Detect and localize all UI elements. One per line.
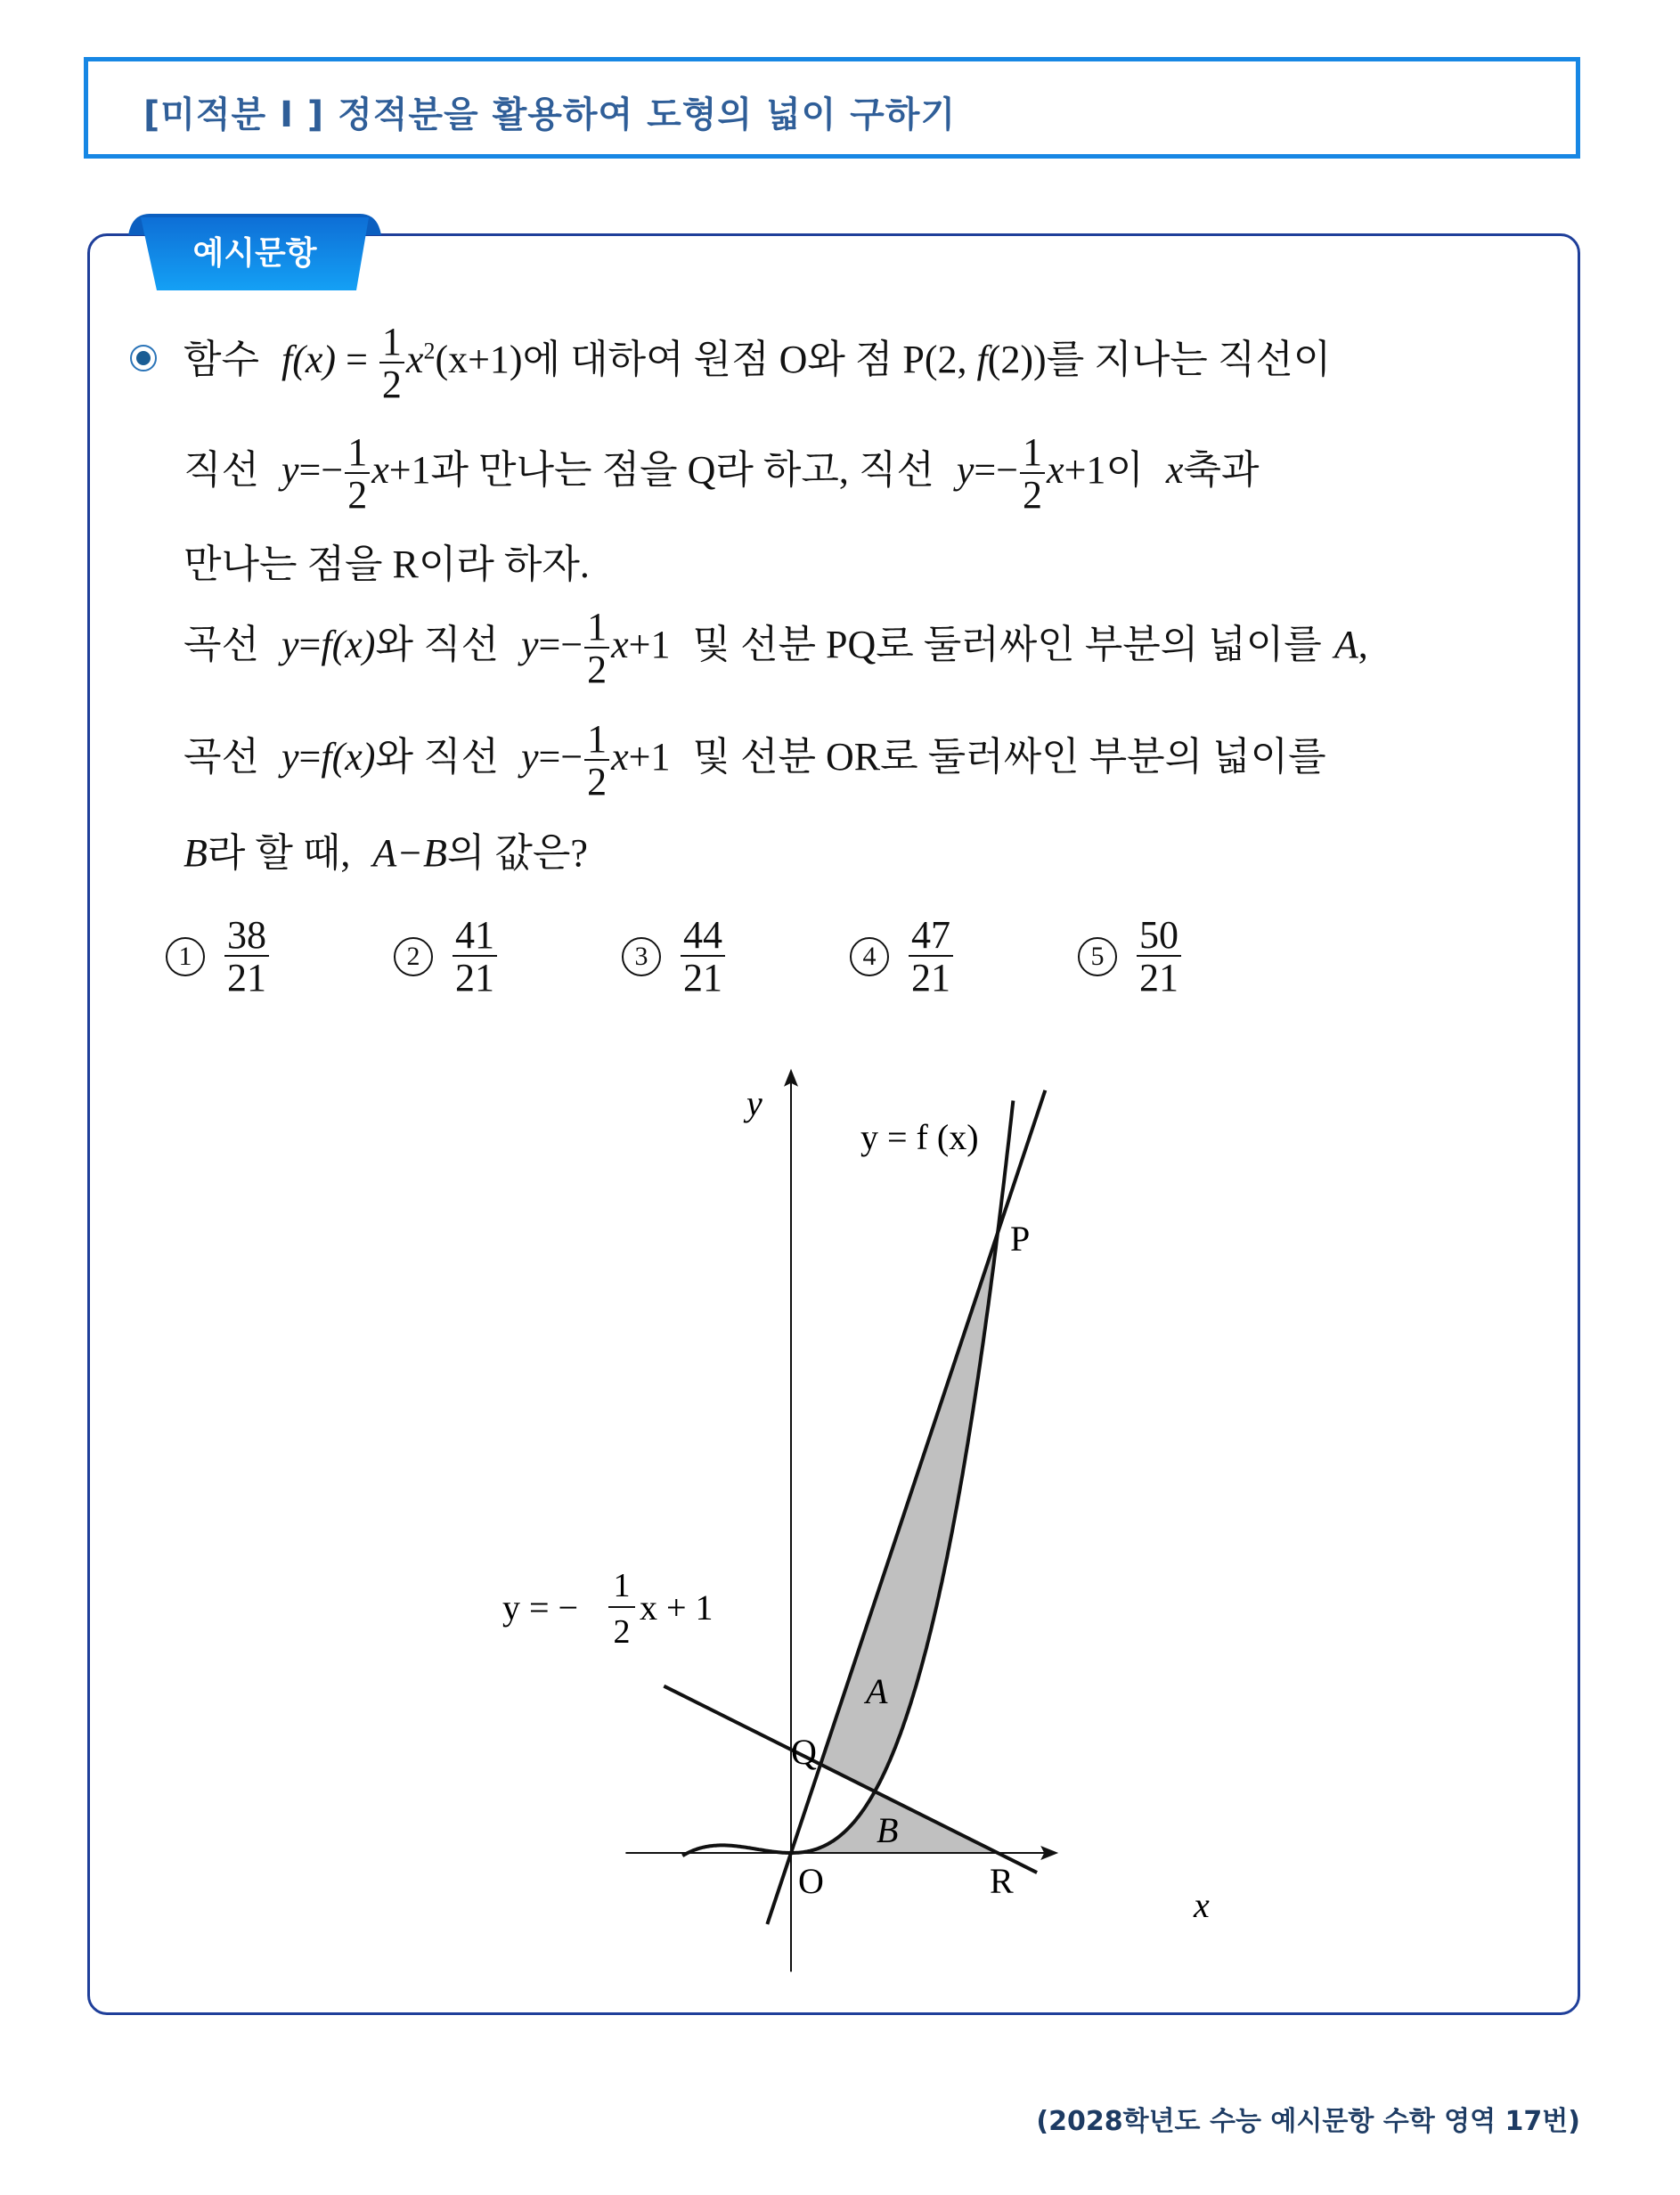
text: 및 선분 OR로 둘러싸인 부분의 넓이를 [692, 735, 1326, 779]
problem-line-5 [183, 717, 1326, 804]
problem-line-3: 만나는 점을 R이라 하자. [183, 543, 590, 586]
choice-4[interactable] [850, 913, 955, 1000]
math-eq: =− [298, 448, 344, 493]
math-const: +1 [628, 735, 671, 779]
point-label-P: P [1010, 1219, 1031, 1259]
math-const: +1 [388, 448, 431, 493]
fraction [379, 322, 404, 404]
choice-3[interactable] [622, 913, 727, 1000]
ribbon-label: 예시문항 [192, 235, 317, 272]
frac-num: 38 [227, 913, 266, 957]
text: 이 [1105, 448, 1144, 493]
math-y: y [281, 735, 299, 779]
fraction [909, 913, 953, 1000]
region-label-A: A [866, 1671, 888, 1711]
math-x: x [1165, 448, 1184, 493]
text: 의 값은? [446, 831, 588, 875]
math-eq: =− [974, 448, 1019, 493]
fraction [1020, 430, 1045, 517]
frac-num: 1 [381, 320, 402, 363]
frac-den: 21 [224, 955, 269, 998]
choice-number: 5 [1078, 937, 1117, 976]
frac-den: 2 [584, 759, 609, 802]
header-title: [미적분 I ] 정적분을 활용하여 도형의 넓이 구하기 [143, 94, 957, 135]
choice-1[interactable] [166, 913, 271, 1000]
math-B: B [183, 831, 208, 875]
frac-den: 21 [681, 955, 725, 998]
text: , [1358, 623, 1368, 667]
math-y: y [281, 448, 299, 493]
frac-den: 2 [379, 362, 404, 404]
math-f: f [281, 338, 293, 382]
graph-svg [499, 1060, 1229, 2004]
math-f: f [321, 735, 332, 779]
math-y: y [520, 735, 539, 779]
line-OP [767, 1090, 1045, 1924]
math-eq: = [298, 623, 322, 667]
source-citation: (2028학년도 수능 예시문항 수학 영역 17번) [1036, 2106, 1580, 2137]
math-f: f [976, 338, 988, 382]
text: (2))를 지나는 직선이 [987, 338, 1332, 382]
exponent: 2 [423, 338, 436, 364]
choice-5[interactable] [1078, 913, 1183, 1000]
line-label-den: 2 [613, 1613, 631, 1651]
math-x: x [371, 448, 389, 493]
radio-bullet-icon [130, 345, 157, 371]
frac-den: 2 [1020, 472, 1045, 515]
text: 과 만나는 점을 Q라 하고, 직선 [430, 448, 934, 493]
frac-den: 21 [453, 955, 497, 998]
frac-num: 1 [1023, 430, 1043, 474]
math-f: f [321, 623, 332, 667]
fraction [345, 430, 370, 517]
choice-number: 4 [850, 937, 889, 976]
problem-line-2 [183, 430, 1260, 517]
text: 라 할 때, [207, 831, 351, 875]
text: 와 직선 [375, 623, 499, 667]
frac-num: 1 [347, 430, 368, 474]
math-x: (x) [331, 623, 376, 667]
choice-number: 2 [394, 937, 433, 976]
math-x: x [611, 735, 629, 779]
line-label-suffix: x + 1 [640, 1587, 714, 1628]
text: 와 직선 [375, 735, 499, 779]
line-label-prefix: y = − [502, 1587, 579, 1628]
answer-choices [166, 913, 1235, 1014]
text: 함수 [183, 338, 260, 382]
problem-line-4 [183, 605, 1368, 691]
y-axis-label: y [746, 1083, 763, 1123]
frac-num: 41 [455, 913, 494, 957]
graph-figure [499, 1060, 1229, 2004]
math-y: y [520, 623, 539, 667]
point-label-O: O [798, 1861, 824, 1901]
choice-2[interactable] [394, 913, 499, 1000]
choice-number: 3 [622, 937, 661, 976]
x-axis-label: x [1194, 1885, 1210, 1925]
point-label-Q: Q [791, 1732, 817, 1772]
math-x: x [611, 623, 629, 667]
math-x: x [405, 338, 424, 382]
frac-num: 44 [683, 913, 722, 957]
frac-num: 1 [587, 605, 608, 649]
header-box [84, 57, 1580, 159]
fraction [1137, 913, 1181, 1000]
fraction [453, 913, 497, 1000]
ribbon-tab [123, 210, 387, 292]
frac-num: 47 [911, 913, 950, 957]
curve-label: y = f (x) [860, 1117, 979, 1157]
text: 직선 [183, 448, 260, 493]
math-eq: =− [538, 735, 583, 779]
math-const: +1 [628, 623, 671, 667]
fraction [224, 913, 269, 1000]
fraction [584, 717, 609, 804]
math-x: (x) [292, 338, 337, 382]
text: 및 선분 PQ로 둘러싸인 부분의 넓이를 [692, 623, 1322, 667]
point-label-R: R [990, 1861, 1014, 1901]
frac-den: 2 [345, 472, 370, 515]
math-x: x [1047, 448, 1064, 493]
frac-den: 2 [584, 647, 609, 690]
text: 축과 [1183, 448, 1260, 493]
math-A: A [1333, 623, 1358, 667]
frac-den: 21 [909, 955, 953, 998]
math-x: (x) [331, 735, 376, 779]
text: 에 대하여 원점 O와 점 P(2, [522, 338, 967, 382]
math-const: +1 [1064, 448, 1106, 493]
frac-num: 1 [587, 717, 608, 761]
math-eq: = [346, 338, 368, 382]
math-tail: (x+1) [435, 338, 523, 382]
region-label-B: B [877, 1810, 899, 1850]
line-label-num: 1 [613, 1567, 631, 1604]
fraction [584, 605, 609, 691]
math-y: y [281, 623, 299, 667]
math-A-minus-B: A−B [372, 831, 447, 875]
math-y: y [956, 448, 975, 493]
math-eq: = [298, 735, 322, 779]
text: 곡선 [183, 735, 260, 779]
frac-den: 21 [1137, 955, 1181, 998]
problem-line-1 [183, 322, 1331, 404]
fraction [681, 913, 725, 1000]
frac-num: 50 [1139, 913, 1178, 957]
problem-line-6 [183, 831, 588, 875]
text: 곡선 [183, 623, 260, 667]
choice-number: 1 [166, 937, 205, 976]
math-eq: =− [538, 623, 583, 667]
